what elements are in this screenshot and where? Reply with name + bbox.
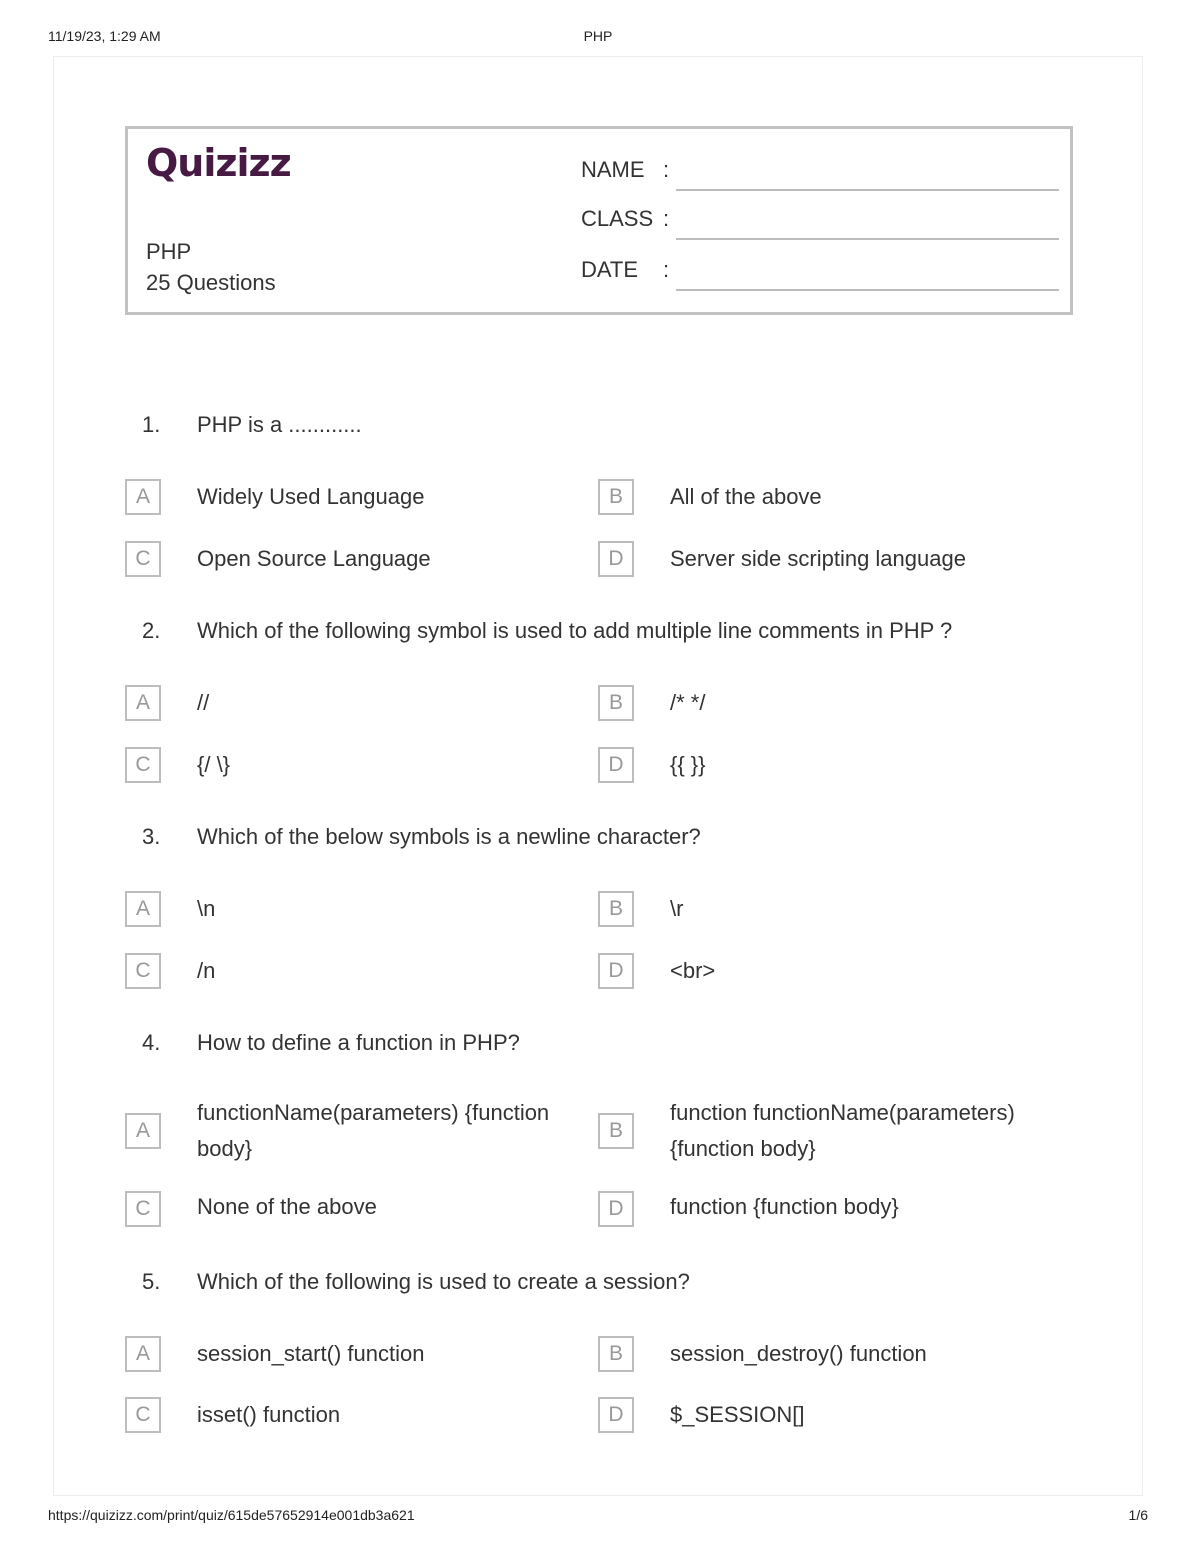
option-text: isset() function bbox=[197, 1402, 341, 1427]
option-text: /n bbox=[197, 958, 216, 983]
quizizz-logo: Quizizz bbox=[146, 141, 291, 185]
option-text: // bbox=[197, 690, 210, 715]
question-text: PHP is a ............ bbox=[197, 412, 362, 437]
option-text: {/ \} bbox=[197, 752, 231, 777]
option-text: All of the above bbox=[670, 484, 822, 509]
option-text: function functionName(parameters) {function body} bbox=[670, 1100, 1015, 1161]
option-letter-box: B bbox=[598, 685, 634, 721]
name-line bbox=[676, 189, 1059, 191]
question-text: Which of the following symbol is used to add multiple line comments in PHP ? bbox=[197, 618, 953, 643]
option-text: $_SESSION[] bbox=[670, 1402, 805, 1427]
quiz-title: PHP bbox=[146, 239, 192, 264]
option-letter-box: C bbox=[125, 747, 161, 783]
quiz-info-box bbox=[125, 126, 1073, 315]
question-number: 2. bbox=[142, 618, 161, 643]
name-field bbox=[581, 157, 1059, 191]
name-colon: : bbox=[663, 157, 670, 182]
option-letter-box: B bbox=[598, 479, 634, 515]
option-letter-box: D bbox=[598, 747, 634, 783]
option-letter-box: D bbox=[598, 1397, 634, 1433]
option-letter-box: B bbox=[598, 891, 634, 927]
print-url: https://quizizz.com/print/quiz/615de57652914e001db3a621 bbox=[48, 1507, 415, 1523]
option-letter-box: C bbox=[125, 1191, 161, 1227]
class-colon: : bbox=[663, 206, 670, 231]
option-letter-box: A bbox=[125, 1336, 161, 1372]
page-number: 1/6 bbox=[1128, 1507, 1148, 1523]
class-field bbox=[581, 206, 1059, 240]
option-text: functionName(parameters) {function body} bbox=[197, 1100, 550, 1161]
option-text: Open Source Language bbox=[197, 546, 431, 571]
option-letter-box: A bbox=[125, 1113, 161, 1149]
option-letter-box: A bbox=[125, 891, 161, 927]
option-text: None of the above bbox=[197, 1194, 377, 1219]
name-label: NAME bbox=[581, 157, 645, 182]
option-text: \n bbox=[197, 896, 216, 921]
question-text: Which of the following is used to create a session? bbox=[197, 1269, 690, 1294]
option-letter-box: A bbox=[125, 479, 161, 515]
option-text: Server side scripting language bbox=[670, 546, 966, 571]
question-number: 1. bbox=[142, 412, 161, 437]
option-letter-box: D bbox=[598, 953, 634, 989]
print-datetime: 11/19/23, 1:29 AM bbox=[48, 28, 161, 44]
question-number: 5. bbox=[142, 1269, 161, 1294]
option-letter-box: D bbox=[598, 541, 634, 577]
date-label: DATE bbox=[581, 257, 639, 282]
print-footer bbox=[48, 1507, 1148, 1527]
option-letter-box: B bbox=[598, 1113, 634, 1149]
class-line bbox=[676, 238, 1059, 240]
question-number: 3. bbox=[142, 824, 161, 849]
option-text: /* */ bbox=[670, 690, 706, 715]
option-letter-box: A bbox=[125, 685, 161, 721]
class-label: CLASS bbox=[581, 206, 654, 231]
option-letter-box: C bbox=[125, 541, 161, 577]
option-letter-box: C bbox=[125, 953, 161, 989]
print-header bbox=[48, 28, 1148, 48]
option-text: session_destroy() function bbox=[670, 1341, 927, 1366]
question-count: 25 Questions bbox=[146, 270, 276, 295]
date-colon: : bbox=[663, 257, 670, 282]
question-number: 4. bbox=[142, 1030, 161, 1055]
print-page-title: PHP bbox=[583, 28, 613, 44]
option-text: function {function body} bbox=[670, 1194, 899, 1219]
option-letter-box: C bbox=[125, 1397, 161, 1433]
option-text: Widely Used Language bbox=[197, 484, 425, 509]
date-line bbox=[676, 289, 1059, 291]
option-text: session_start() function bbox=[197, 1341, 425, 1366]
option-text: <br> bbox=[670, 958, 716, 983]
question-text: How to define a function in PHP? bbox=[197, 1030, 520, 1055]
option-text: {{ }} bbox=[670, 752, 706, 777]
question-text: Which of the below symbols is a newline character? bbox=[197, 824, 701, 849]
option-letter-box: D bbox=[598, 1191, 634, 1227]
option-text: \r bbox=[670, 896, 684, 921]
date-field bbox=[581, 257, 1059, 291]
option-letter-box: B bbox=[598, 1336, 634, 1372]
